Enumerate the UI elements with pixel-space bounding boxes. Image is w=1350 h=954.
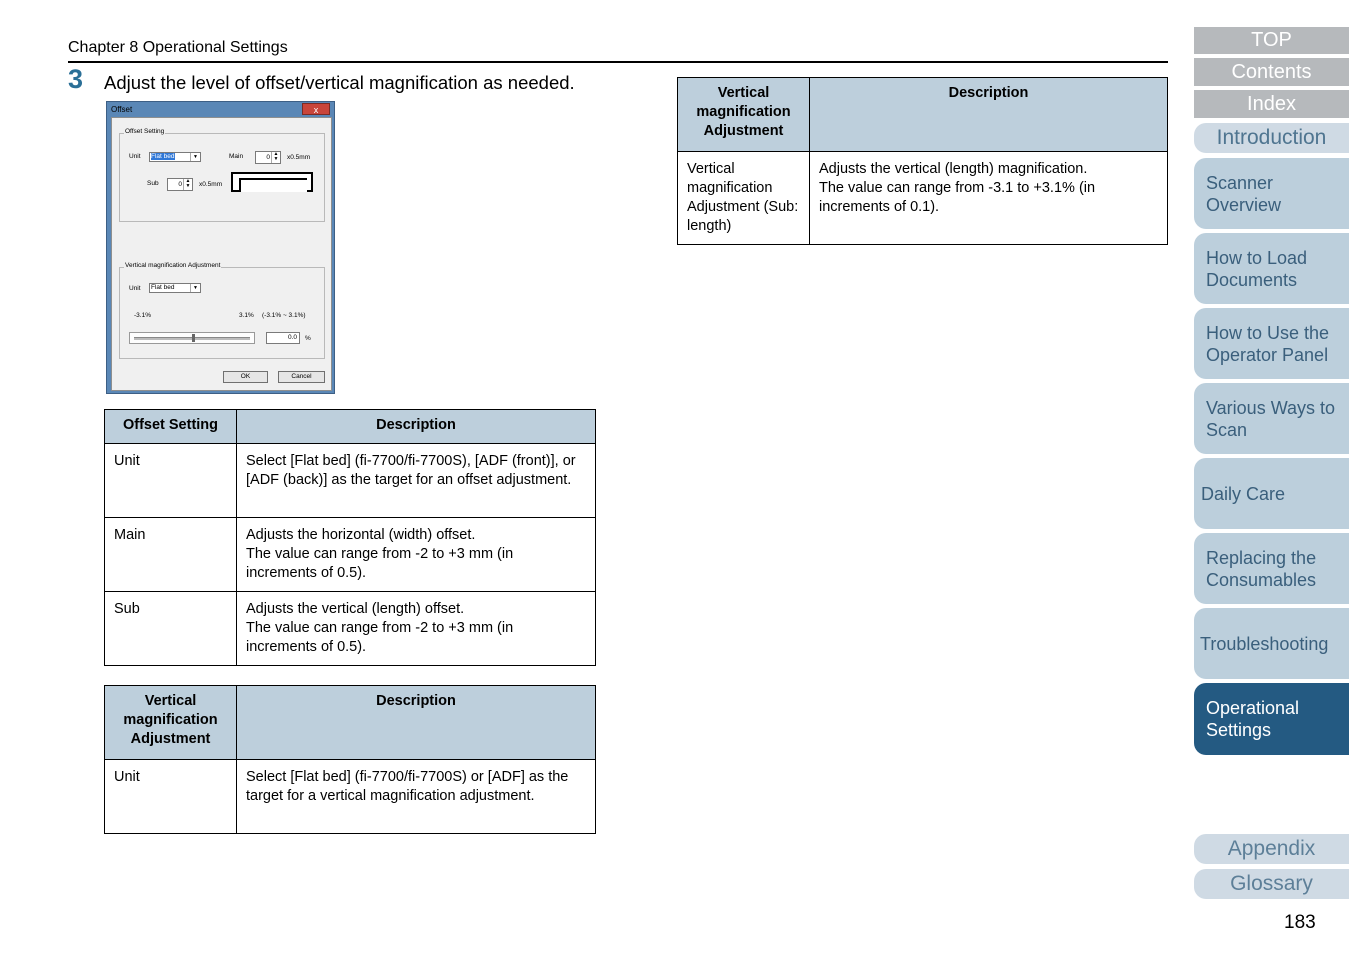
preview-document (239, 178, 307, 192)
vm-min-label: -3.1% (134, 312, 151, 319)
tab-operational-settings[interactable] (1194, 683, 1349, 755)
spinner-arrows-icon: ▲ ▼ (183, 179, 192, 190)
page-number: 183 (1284, 912, 1316, 933)
table-header: Vertical magnification Adjustment (678, 78, 810, 152)
table-header: Offset Setting (105, 410, 237, 444)
tab-daily-care[interactable] (1194, 458, 1349, 529)
row-description: Select [Flat bed] (fi-7700/fi-7700S) or [ADF] as the target for a vertical magnification adjustment. (237, 760, 596, 834)
row-name: Unit (105, 444, 237, 518)
table-row (678, 152, 1168, 245)
nav-appendix[interactable]: Appendix (1194, 834, 1349, 864)
unit-combo-value: Flat bed (151, 153, 175, 160)
tab-label: Operational Settings (1206, 698, 1300, 740)
offset-setting-group (119, 128, 325, 222)
nav-glossary[interactable]: Glossary (1194, 869, 1349, 899)
slider-thumb[interactable] (192, 334, 195, 342)
vm-group-label: Vertical magnification Adjustment (125, 262, 221, 269)
main-spinner[interactable] (255, 151, 281, 164)
vm-range-label: (-3.1% ~ 3.1%) (262, 312, 306, 319)
ok-button[interactable]: OK (223, 371, 268, 383)
row-name: Vertical magnification Adjustment (Sub: length) (678, 152, 810, 245)
vm-percent-label: % (305, 335, 311, 342)
offset-dialog (106, 101, 335, 394)
row-name: Sub (105, 592, 237, 666)
step-number: 3 (68, 64, 84, 94)
tab-various-ways-to-scan[interactable] (1194, 383, 1349, 454)
vm-max-label: 3.1% (239, 312, 254, 319)
main-label: Main (229, 153, 244, 160)
vertical-magnification-unit-table (104, 685, 596, 834)
table-row (105, 760, 596, 834)
offset-setting-table (104, 409, 596, 666)
tab-how-to-use-operator-panel[interactable] (1194, 308, 1349, 379)
tab-scanner-overview[interactable] (1194, 158, 1349, 229)
table-row (105, 444, 596, 518)
vertical-magnification-group (119, 262, 325, 359)
tab-replacing-consumables[interactable] (1194, 533, 1349, 604)
dialog-close-button[interactable]: x (302, 103, 330, 115)
tab-label: Troubleshooting (1200, 633, 1329, 654)
vm-slider[interactable] (129, 332, 255, 344)
nav-introduction[interactable]: Introduction (1194, 123, 1349, 153)
main-unit-label: x0.5mm (287, 154, 311, 161)
sub-spinner-value: 0 (178, 181, 182, 188)
nav-top[interactable]: TOP (1194, 27, 1349, 54)
table-header: Vertical magnification Adjustment (105, 686, 237, 760)
tab-label: How to Use the Operator Panel (1206, 322, 1330, 365)
vm-unit-combo-value: Flat bed (151, 284, 175, 291)
tab-label: Replacing the Consumables (1206, 547, 1317, 590)
row-name: Unit (105, 760, 237, 834)
table-header: Description (237, 686, 596, 760)
sub-spinner[interactable] (167, 178, 193, 191)
tab-label: How to Load Documents (1206, 247, 1308, 290)
tab-label: Various Ways to Scan (1206, 397, 1336, 440)
table-header: Description (810, 78, 1168, 152)
main-spinner-value: 0 (266, 154, 270, 161)
unit-label: Unit (129, 153, 141, 160)
vm-value-field[interactable]: 0.0 (266, 332, 300, 344)
tab-label: Scanner Overview (1206, 172, 1282, 215)
unit-combo[interactable] (149, 152, 201, 162)
sub-unit-label: x0.5mm (199, 181, 223, 188)
cancel-button[interactable]: Cancel (278, 371, 325, 383)
chevron-down-icon: ▼ (190, 284, 200, 292)
spinner-arrows-icon: ▲ ▼ (271, 152, 280, 163)
vm-unit-label: Unit (129, 285, 141, 292)
nav-index[interactable]: Index (1194, 90, 1349, 118)
row-description: Adjusts the vertical (length) magnification. The value can range from -3.1 to +3.1% (in increments of 0.1). (810, 152, 1168, 245)
chapter-title: Chapter 8 Operational Settings (68, 39, 288, 56)
chevron-down-icon: ▼ (190, 153, 200, 161)
table-row (105, 592, 596, 666)
row-name: Main (105, 518, 237, 592)
offset-preview (231, 172, 313, 192)
row-description: Adjusts the horizontal (width) offset. The value can range from -2 to +3 mm (in increments of 0.5). (237, 518, 596, 592)
vertical-magnification-sub-table (677, 77, 1168, 245)
row-description: Adjusts the vertical (length) offset. The value can range from -2 to +3 mm (in increments of 0.5). (237, 592, 596, 666)
header-rule (68, 61, 1168, 63)
dialog-body (111, 117, 332, 391)
vm-unit-combo[interactable] (149, 283, 201, 293)
tab-troubleshooting[interactable] (1194, 608, 1349, 679)
offset-group-label: Offset Setting (125, 128, 165, 135)
step-text: Adjust the level of offset/vertical magnification as needed. (104, 72, 575, 93)
tab-label: Daily Care (1201, 483, 1286, 504)
dialog-title: Offset (111, 105, 133, 114)
table-row (105, 518, 596, 592)
table-header: Description (237, 410, 596, 444)
tab-how-to-load-documents[interactable] (1194, 233, 1349, 304)
sub-label: Sub (147, 180, 159, 187)
row-description: Select [Flat bed] (fi-7700/fi-7700S), [ADF (front)], or [ADF (back)] as the target for an offset adjustment. (237, 444, 596, 518)
nav-contents[interactable]: Contents (1194, 58, 1349, 86)
